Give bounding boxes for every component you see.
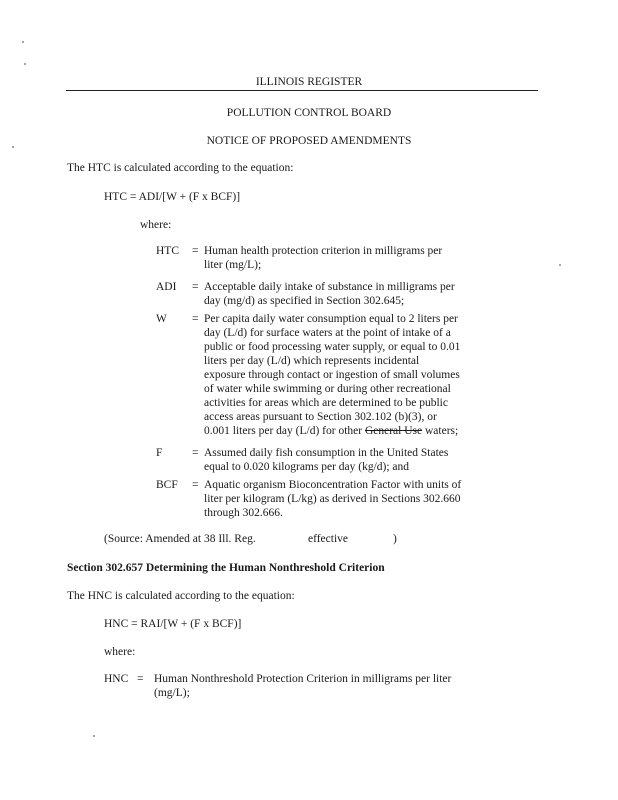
definition-equals: =: [192, 479, 199, 491]
definition-line: liter per kilogram (L/kg) as derived in Sections 302.660: [204, 493, 461, 505]
definition-line: Human health protection criterion in milligrams per: [204, 245, 443, 257]
definition-line: Acceptable daily intake of substance in milligrams per: [204, 281, 455, 293]
definition-equals: =: [192, 313, 199, 325]
notice-title: NOTICE OF PROPOSED AMENDMENTS: [206, 135, 412, 147]
board-name: POLLUTION CONTROL BOARD: [226, 107, 392, 119]
definition-line: public or food processing water supply, or equal to 0.01: [204, 341, 461, 353]
definition-line: Per capita daily water consumption equal to 2 liters per: [204, 313, 458, 325]
struck-text: General Use: [364, 425, 423, 437]
line-text: waters;: [422, 425, 459, 437]
definition-term: W: [156, 313, 167, 325]
definition-line: day (L/d) for surface waters at the point of intake of a: [204, 327, 451, 339]
htc-where-label: where:: [140, 219, 172, 231]
definition-line: Human Nonthreshold Protection Criterion in milligrams per liter: [154, 673, 452, 685]
definition-line: of water while swimming or during other recreational: [204, 383, 451, 395]
definition-term: HNC: [104, 673, 129, 685]
source-prefix: (Source: Amended at 38 Ill. Reg.: [104, 533, 256, 545]
definition-equals: =: [137, 673, 144, 685]
definition-line: liters per day (L/d) which represents incidental: [204, 355, 420, 367]
scan-speck: [93, 735, 95, 737]
scan-speck: [24, 63, 26, 65]
definition-term: ADI: [156, 281, 177, 293]
definition-line: Assumed daily fish consumption in the United States: [204, 447, 449, 459]
definition-line: exposure through contact or ingestion of small volumes: [204, 369, 460, 381]
hnc-intro: The HNC is calculated according to the equation:: [67, 590, 295, 602]
definition-line: activities for areas which are determined to be public: [204, 397, 448, 409]
definition-line: Aquatic organism Bioconcentration Factor with units of: [204, 479, 462, 491]
register-title: ILLINOIS REGISTER: [255, 76, 363, 88]
definition-line: equal to 0.020 kilograms per day (kg/d); and: [204, 461, 410, 473]
definition-line: day (mg/d) as specified in Section 302.645;: [204, 295, 405, 307]
hnc-where-label: where:: [104, 646, 136, 658]
definition-line-with-strikethrough: [204, 424, 458, 439]
definition-equals: =: [192, 447, 199, 459]
section-heading: Section 302.657 Determining the Human Nonthreshold Criterion: [67, 562, 385, 574]
header-rule: [66, 90, 538, 91]
scan-speck: [559, 264, 561, 266]
definition-term: BCF: [156, 479, 178, 491]
hnc-equation: HNC = RAI/[W + (F x BCF)]: [104, 618, 242, 630]
definition-line: access areas pursuant to Section 302.102 (b)(3), or: [204, 411, 437, 423]
definition-term: F: [156, 447, 163, 459]
definition-line: (mg/L);: [154, 687, 190, 699]
htc-equation: HTC = ADI/[W + (F x BCF)]: [104, 191, 241, 203]
definition-equals: =: [192, 245, 199, 257]
definition-term: HTC: [156, 245, 179, 257]
line-text: 0.001 liters per day (L/d) for other: [204, 425, 365, 437]
source-close: ): [393, 533, 397, 545]
source-effective: effective: [308, 533, 349, 545]
definition-line: through 302.666.: [204, 507, 283, 519]
definition-line: liter (mg/L);: [204, 259, 262, 271]
htc-intro: The HTC is calculated according to the equation:: [67, 162, 294, 174]
scan-speck: [22, 41, 24, 43]
definition-equals: =: [192, 281, 199, 293]
